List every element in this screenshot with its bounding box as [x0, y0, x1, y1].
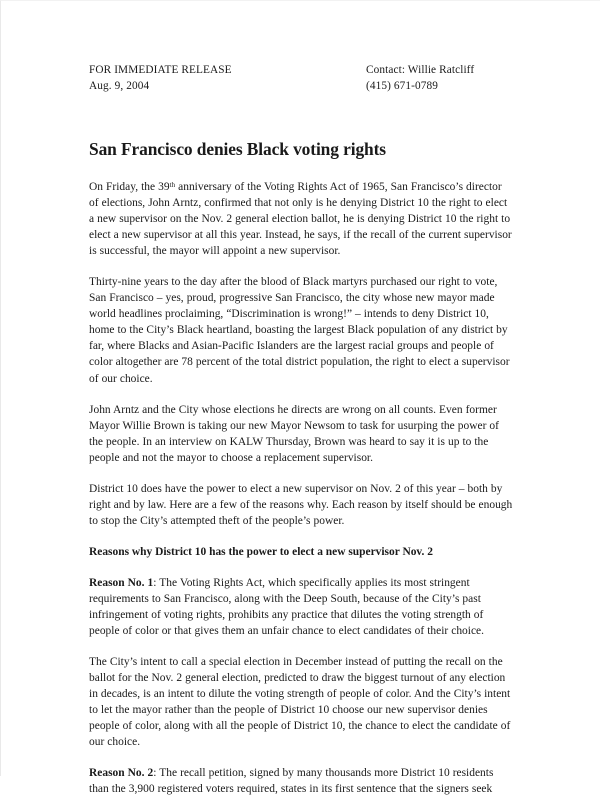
- contact-name: Contact: Willie Ratcliff: [366, 64, 475, 76]
- release-notice: FOR IMMEDIATE RELEASE: [89, 64, 232, 76]
- paragraph-2: Thirty-nine years to the day after the blood of Black martyrs purchased our right to vote, San Francisco – yes, proud, progressive San Francisco, the city whose new mayor made world headlines proclaiming, “Discrimination is wrong!” – intends to deny District 10, home to the City’s Black heartland, boasting the largest Black population of any district by far, where Blacks and Asian-Pacific Islanders are the largest racial groups and people of color altogether are 78 percent of the total district population, the right to elect a supervisor of our choice.: [89, 276, 510, 385]
- contact-phone: (415) 671-0789: [366, 79, 438, 92]
- reason-2-text: : The recall petition, signed by many thousands more District 10 residents than the 3,900 registered voters required, states in its first sentence that the signers seek: [89, 767, 494, 796]
- paragraph-3: John Arntz and the City whose elections he directs are wrong on all counts. Even former Mayor Willie Brown is taking our new Mayor Newsom to task for usurping the power of the people. In an interview on KALW Thursday, Brown was heard to say it is up to the people and not the mayor to choose a replacement supervisor.: [89, 403, 499, 464]
- page-title: San Francisco denies Black voting rights: [89, 139, 386, 159]
- article-body: [89, 179, 513, 798]
- paragraph-reason-1: [89, 575, 513, 639]
- paragraph-reason-2: [89, 765, 513, 797]
- header-left-block: [89, 63, 366, 94]
- reason-1-label: Reason No. 1: [89, 576, 154, 589]
- release-date: Aug. 9, 2004: [89, 79, 150, 92]
- reason-1-text: : The Voting Rights Act, which specifically applies its most stringent requirements to San Francisco, along with the Deep South, because of the City’s past infringement of voting rights, prohibits any practice that dilutes the voting strength of people of color or that gives them an unfair chance to elect candidates of their choice.: [89, 576, 485, 638]
- section-heading-reasons: Reasons why District 10 has the power to elect a new supervisor Nov. 2: [89, 545, 433, 558]
- header-contact-block: [366, 63, 513, 94]
- paragraph-1: [89, 179, 513, 259]
- paragraph-4: District 10 does have the power to elect a new supervisor on Nov. 2 of this year – both by right and by law. Here are a few of the reasons why. Each reason by itself should be enough to stop the City’s attempted theft of the people’s power.: [89, 482, 513, 527]
- press-release-header: [89, 63, 513, 94]
- paragraph-1-text-after: anniversary of the Voting Rights Act of 1965, San Francisco’s director of elections, John Arntz, confirmed that not only is he denying District 10 the right to elect a new supervisor on the Nov. 2 general election ballot, he is denying District 10 the right to elect a new supervisor at all this year. Instead, he says, if the recall of the current supervisor is successful, the mayor will appoint a new supervisor.: [89, 181, 512, 258]
- ordinal-superscript: th: [169, 181, 176, 190]
- reason-2-label: Reason No. 2: [89, 767, 154, 780]
- paragraph-7: The City’s intent to call a special election in December instead of putting the recall on the ballot for the Nov. 2 general election, predicted to draw the biggest turnout of any election in decades, is an intent to dilute the voting strength of people of color. And the City’s intent to let the mayor rather than the people of District 10 choose our new supervisor denies people of color, along with all the people of District 10, the chance to elect the candidate of our choice.: [89, 656, 511, 749]
- paragraph-1-text-before: On Friday, the 39: [89, 181, 170, 193]
- document-content: [89, 63, 513, 798]
